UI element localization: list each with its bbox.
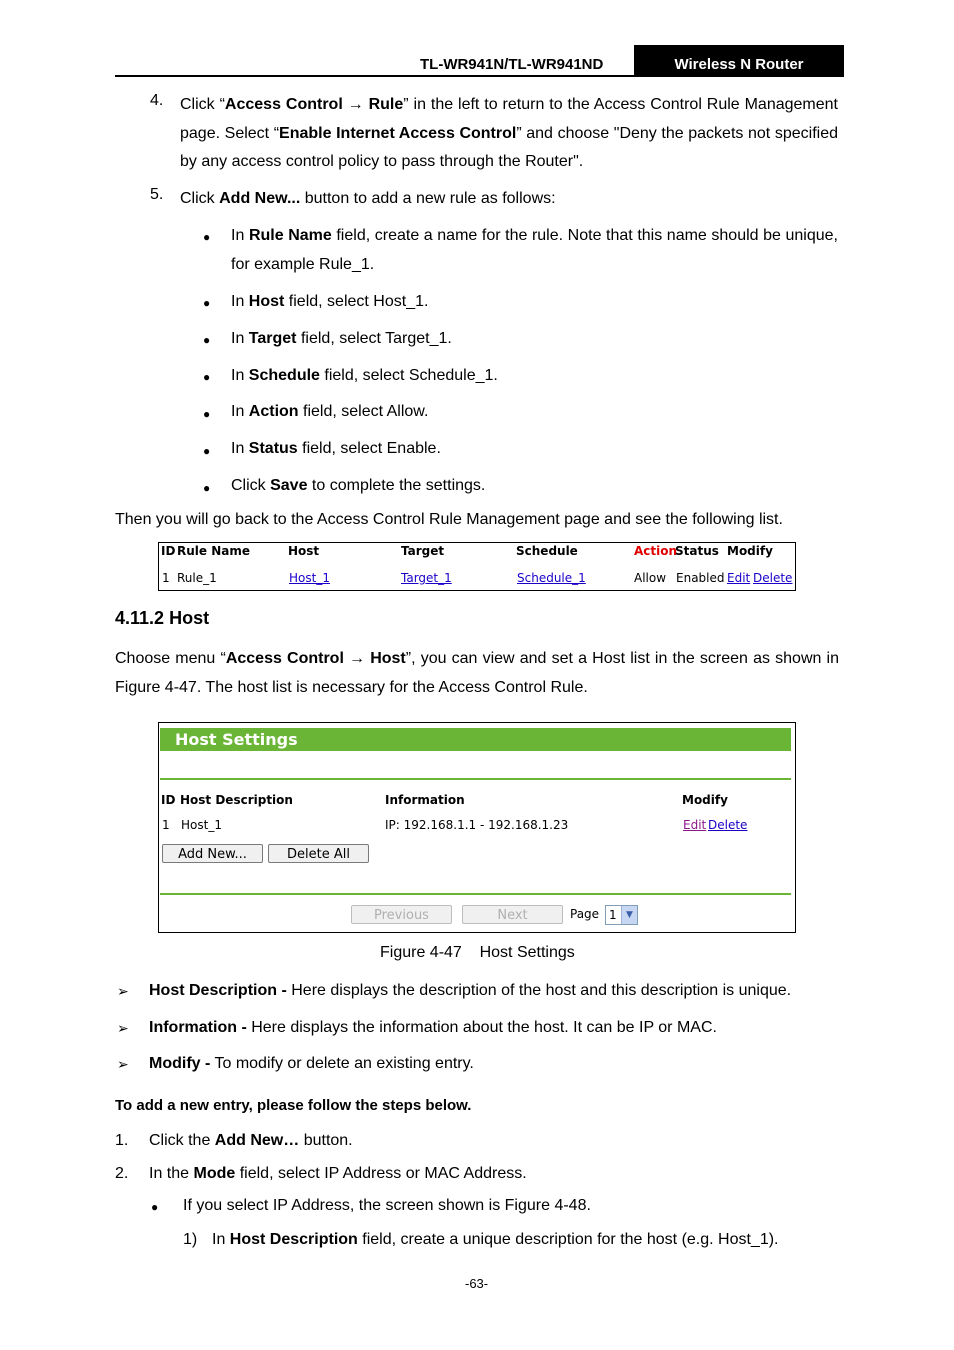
text-run: field, select Target_1.: [296, 330, 452, 347]
bullet-dot: ●: [203, 296, 211, 310]
steps-heading: To add a new entry, please follow the steps below.: [115, 1097, 472, 1114]
step-5-number: 5.: [150, 186, 164, 203]
previous-button[interactable]: Previous: [351, 905, 452, 924]
text-run: In: [212, 1231, 230, 1248]
bold-term: Save: [270, 477, 308, 494]
host-header-description: Host Description: [180, 793, 293, 807]
rule-header-modify: Modify: [727, 544, 773, 558]
host-row-information: IP: 192.168.1.1 - 192.168.1.23: [385, 818, 569, 832]
header-rule: [115, 75, 844, 77]
text-run: field, select Schedule_1.: [319, 367, 498, 384]
text-run: In: [231, 293, 249, 310]
figure-caption: Figure 4-47 Host Settings: [380, 944, 575, 961]
rule-row-name: Rule_1: [177, 571, 217, 585]
text-run: ” and choose "Deny the packets not specified by any access control policy to pass through the Router".: [180, 124, 838, 170]
bold-term: Add New...: [219, 190, 301, 207]
bullet-dot: ●: [203, 230, 211, 244]
bold-term: Access Control → Host: [225, 650, 406, 667]
bold-term: Access Control → Rule: [224, 96, 404, 113]
host-header-id: ID: [161, 793, 176, 807]
delete-all-button[interactable]: Delete All: [268, 844, 369, 863]
page-select[interactable]: [605, 905, 638, 925]
text-run: Choose menu “: [115, 650, 226, 667]
bullet-target: [231, 325, 838, 354]
bold-term: Schedule: [248, 367, 320, 384]
host-row-description: Host_1: [181, 818, 222, 832]
step-1-text: [149, 1132, 353, 1150]
bold-term: Add New…: [214, 1132, 300, 1149]
bold-term: Enable Internet Access Control: [279, 124, 517, 142]
bullet-dot: ●: [203, 481, 211, 495]
bullet-rule-name: [231, 222, 838, 279]
bold-term: Target: [248, 330, 297, 347]
step-2-number: 2.: [115, 1165, 129, 1182]
rule-row-host-link[interactable]: Host_1: [289, 571, 330, 585]
section-heading: [115, 608, 209, 629]
text-run: button to add a new rule as follows:: [300, 190, 556, 207]
text-run: In the: [149, 1165, 194, 1182]
rule-row-edit-link[interactable]: Edit: [727, 571, 751, 585]
text-run: field, create a unique description for the host (e.g. Host_1).: [357, 1231, 779, 1248]
then-text: Then you will go back to the Access Control Rule Management page and see the following list.: [115, 511, 783, 528]
arrow-bullet-icon: ➢: [117, 983, 129, 999]
rule-row-action: Allow: [634, 571, 667, 585]
step-1-number: 1.: [115, 1132, 129, 1149]
arrow-bullet-icon: ➢: [117, 1020, 129, 1036]
sub-bullet-text: If you select IP Address, the screen shown is Figure 4-48.: [183, 1197, 591, 1214]
bullet-dot: ●: [203, 444, 211, 458]
text-run: button.: [299, 1132, 353, 1149]
text-run: Click the: [149, 1132, 215, 1149]
page-label: Page: [570, 907, 600, 921]
rule-header-action: Action: [634, 544, 678, 558]
text-run: to complete the settings.: [307, 477, 486, 494]
sub-step-number: 1): [183, 1231, 198, 1248]
host-settings-figure: [158, 722, 796, 933]
text-run: Click: [231, 477, 271, 494]
text-run: Click “: [180, 96, 225, 113]
page-number: -63-: [465, 1276, 489, 1291]
bold-term: Host Description: [229, 1231, 358, 1248]
divider: [160, 778, 791, 780]
bold-term: Status: [248, 440, 298, 457]
definition-host-description: Host Description - Here displays the description of the host and this description is unique.: [149, 982, 792, 999]
divider: [160, 893, 791, 895]
sub-step-text: [212, 1231, 779, 1249]
arrow-bullet-icon: ➢: [117, 1056, 129, 1072]
host-settings-title: Host Settings: [160, 728, 791, 751]
rule-header-target: Target: [401, 544, 445, 558]
bullet-save: [231, 472, 838, 501]
bullet-host: [231, 288, 838, 317]
rule-table: [158, 542, 796, 591]
chevron-down-icon[interactable]: ▼: [621, 906, 637, 924]
rule-row-schedule-link[interactable]: Schedule_1: [517, 571, 586, 585]
section-number: 4.11.2: [115, 608, 165, 628]
rule-header-status: Status: [675, 544, 719, 558]
intro-text: [115, 645, 839, 702]
host-row-edit-link[interactable]: Edit: [683, 818, 707, 832]
rule-row-delete-link[interactable]: Delete: [753, 571, 793, 585]
rule-row-id: 1: [162, 571, 170, 585]
host-row-id: 1: [162, 818, 170, 832]
rule-row-status: Enabled: [676, 571, 725, 585]
host-row-delete-link[interactable]: Delete: [708, 818, 748, 832]
host-header-modify: Modify: [682, 793, 728, 807]
header-product: Wireless N Router: [634, 45, 844, 77]
definition-modify: Modify - To modify or delete an existing entry.: [149, 1055, 474, 1072]
text-run: ” in the left to return to the Access Control Rule Management page. Select “: [180, 96, 838, 142]
page-select-value: 1: [609, 908, 617, 922]
bullet-dot: ●: [203, 333, 211, 347]
next-button[interactable]: Next: [462, 905, 563, 924]
text-run: In: [231, 440, 249, 457]
text-run: field, select Enable.: [297, 440, 441, 457]
bold-term: Rule Name: [248, 227, 332, 244]
text-run: field, select Allow.: [298, 403, 429, 420]
text-run: field, select Host_1.: [284, 293, 429, 310]
bullet-dot: ●: [203, 370, 211, 384]
bullet-dot: ●: [151, 1200, 159, 1214]
step-4-text: [180, 91, 838, 177]
header-model: TL-WR941N/TL-WR941ND: [420, 56, 604, 73]
step-4-number: 4.: [150, 92, 164, 109]
bullet-schedule: [231, 362, 838, 391]
bullet-action: [231, 398, 838, 427]
bold-term: Host: [248, 293, 285, 310]
rule-header-name: Rule Name: [177, 544, 250, 558]
text-run: In: [231, 367, 249, 384]
text-run: Click: [180, 190, 220, 207]
bold-term: Mode: [193, 1165, 236, 1182]
text-run: field, select IP Address or MAC Address.: [235, 1165, 527, 1182]
host-header-information: Information: [385, 793, 465, 807]
definition-information: Information - Here displays the information about the host. It can be IP or MAC.: [149, 1019, 717, 1036]
step-5-text: [180, 185, 838, 214]
rule-header-host: Host: [288, 544, 320, 558]
text-run: field, create a name for the rule. Note that this name should be unique, for example Rule_1.: [231, 227, 838, 273]
rule-row-target-link[interactable]: Target_1: [401, 571, 452, 585]
rule-header-id: ID: [161, 544, 176, 558]
text-run: In: [231, 330, 249, 347]
text-run: In: [231, 403, 249, 420]
bullet-dot: ●: [203, 407, 211, 421]
text-run: In: [231, 227, 249, 244]
text-run: ”, you can view and set a Host list in the screen as shown in Figure 4-47. The host list is necessary for the Access Control Rule.: [115, 650, 840, 696]
add-new-button[interactable]: Add New...: [162, 844, 263, 863]
section-title: Host: [169, 608, 210, 628]
bullet-status: [231, 435, 838, 464]
bold-term: Action: [248, 403, 299, 420]
rule-header-schedule: Schedule: [516, 544, 578, 558]
step-2-text: [149, 1165, 527, 1183]
